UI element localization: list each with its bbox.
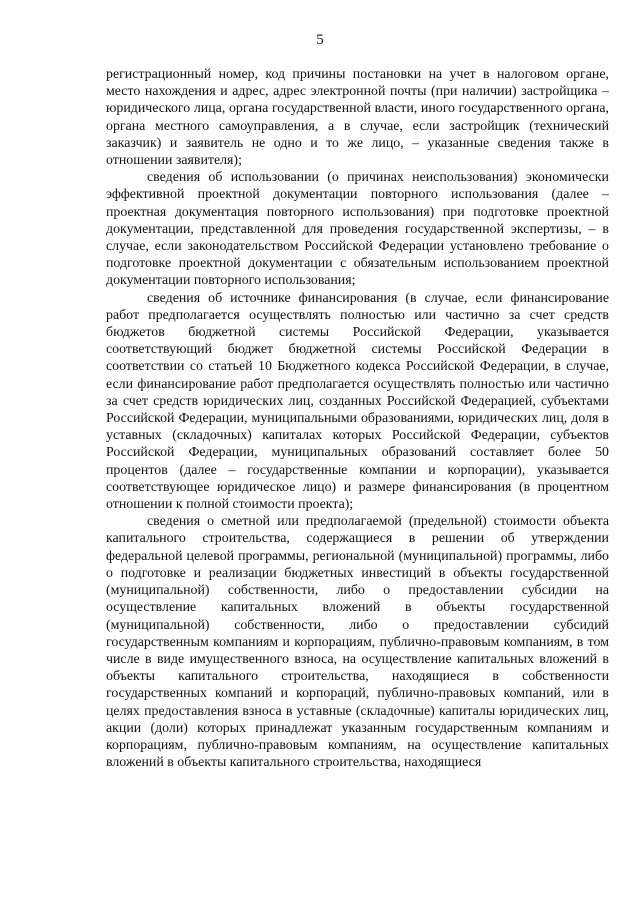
paragraph-estimated-cost: сведения о сметной или предполагаемой (предельной) стоимости объекта капитального строительства, содержащиеся в решении об утверждении федеральной целевой программы, региональной (муниципальной) программы, либо о подготовке и реализации бюджетных инвестиций в объекты государственной (муниципальной) собственности, либо о предоставлении субсидии на осуществление капитальных вложений в объекты государственной (муниципальной) собственности, либо о предоставлении субсидий государственным компаниям и корпорациям, публично-правовым компаниям, в том числе в виде имущественного взноса, на осуществление капитальных вложений в объекты капитального строительства, находящиеся в собственности государственных компаний и корпораций, публично-правовых компаний, или в целях предоставления взноса в уставные (складочные) капиталы юридических лиц, акции (доли) которых принадлежат указанным государственным компаниям и корпорациям, публично-правовым компаниям, на осуществление капитальных вложений в объекты капитального строительства, находящиеся	[106, 514, 609, 771]
paragraph-financing-source: сведения об источнике финансирования (в случае, если финансирование работ предполагается осуществлять полностью или частично за счет средств бюджетов бюджетной системы Российской Федерации, указывается соответствующий бюджет бюджетной системы Российской Федерации в соответствии со статьей 10 Бюджетного кодекса Российской Федерации, в случае, если финансирование работ предполагается осуществлять полностью или частично за счет средств юридических лиц, созданных Российской Федерацией, субъектами Российской Федерации, муниципальными образованиями, юридических лиц, доля в уставных (складочных) капиталах которых Российской Федерации, субъектов Российской Федерации, муниципальных образований составляет более 50 процентов (далее – государственные компании и корпорации), указывается соответствующее юридическое лицо) и размере финансирования (в процентном отношении к полной стоимости проекта);	[106, 290, 609, 513]
page-number: 5	[316, 32, 324, 48]
document-body	[106, 66, 609, 771]
paragraph-reuse-documentation: сведения об использовании (о причинах неиспользования) экономически эффективной проектной документации повторного использования (далее – проектная документация повторного использования) при подготовке проектной документации, представленной для проведения государственной экспертизы, – в случае, если законодательством Российской Федерации установлено требование о подготовке проектной документации с обязательным использованием проектной документации повторного использования;	[106, 170, 609, 289]
paragraph-registration-details: регистрационный номер, код причины постановки на учет в налоговом органе, место нахождения и адрес, адрес электронной почты (при наличии) застройщика – юридического лица, органа государственной власти, иного государственного органа, органа местного самоуправления, а в случае, если застройщик (технический заказчик) и заявитель не одно и то же лицо, – указанные сведения также в отношении заявителя);	[106, 67, 609, 169]
